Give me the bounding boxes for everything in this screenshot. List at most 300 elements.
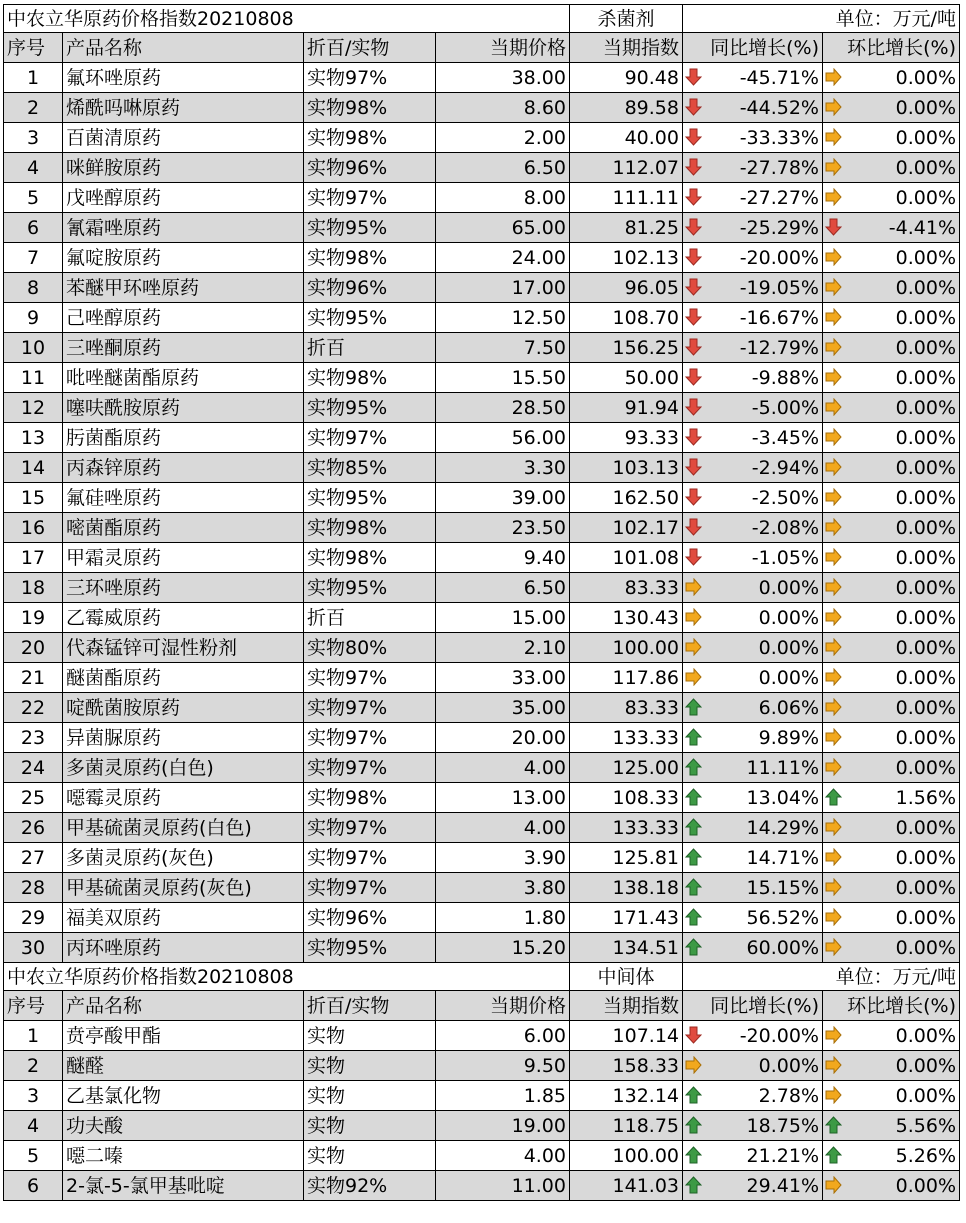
current-index: 50.00 [570,363,683,393]
mom-change [823,843,960,873]
current-index: 108.33 [570,783,683,813]
product-spec: 实物98% [304,93,436,123]
mom-change [823,513,960,543]
current-index: 156.25 [570,333,683,363]
yoy-change-value: -20.00% [739,1024,819,1047]
mom-change-value: 0.00% [895,546,956,569]
table-row [4,273,960,303]
table-row [4,543,960,573]
arrow-right-icon [825,158,842,176]
price-index-sheet [3,4,960,1201]
mom-change [823,153,960,183]
arrow-right-icon [825,1086,842,1104]
arrow-right-icon [825,248,842,266]
product-name: 氟环唑原药 [63,63,304,93]
row-number: 14 [4,453,63,483]
yoy-change [683,573,823,603]
current-price: 17.00 [436,273,570,303]
section-category: 杀菌剂 [570,5,683,33]
arrow-right-icon [685,1056,702,1074]
row-number: 28 [4,873,63,903]
yoy-change [683,93,823,123]
arrow-up-icon [685,1146,702,1164]
mom-change [823,333,960,363]
yoy-change-value: 56.52% [746,906,819,929]
current-index: 108.70 [570,303,683,333]
product-name: 氰霜唑原药 [63,213,304,243]
product-spec: 实物 [304,1111,436,1141]
product-name: 丙环唑原药 [63,933,304,963]
product-name: 烯酰吗啉原药 [63,93,304,123]
row-number: 10 [4,333,63,363]
product-spec: 实物96% [304,153,436,183]
current-index: 102.17 [570,513,683,543]
product-name: 醚醛 [63,1051,304,1081]
current-index: 158.33 [570,1051,683,1081]
current-price: 15.20 [436,933,570,963]
mom-change-value: 0.00% [895,66,956,89]
product-spec: 实物95% [304,303,436,333]
arrow-right-icon [825,518,842,536]
section-title-row [4,5,960,33]
mom-change [823,453,960,483]
row-number: 17 [4,543,63,573]
product-spec: 实物80% [304,633,436,663]
table-row [4,513,960,543]
column-header: 当期指数 [570,33,683,63]
yoy-change-value: -27.27% [739,186,819,209]
product-name: 异菌脲原药 [63,723,304,753]
yoy-change-value: -3.45% [751,426,819,449]
mom-change-value: 0.00% [895,666,956,689]
current-price: 3.80 [436,873,570,903]
yoy-change [683,1021,823,1051]
yoy-change [683,243,823,273]
yoy-change [683,783,823,813]
table-row [4,723,960,753]
arrow-up-icon [685,1116,702,1134]
product-name: 多菌灵原药(灰色) [63,843,304,873]
current-price: 7.50 [436,333,570,363]
section-title-row [4,963,960,991]
current-index: 125.00 [570,753,683,783]
product-name: 醚菌酯原药 [63,663,304,693]
mom-change [823,483,960,513]
row-number: 4 [4,153,63,183]
current-price: 3.30 [436,453,570,483]
mom-change [823,663,960,693]
current-price: 1.80 [436,903,570,933]
product-name: 噻呋酰胺原药 [63,393,304,423]
yoy-change-value: -27.78% [739,156,819,179]
product-spec: 实物 [304,1141,436,1171]
current-price: 13.00 [436,783,570,813]
current-price: 8.00 [436,183,570,213]
arrow-down-icon [825,218,842,236]
arrow-right-icon [825,698,842,716]
current-index: 118.75 [570,1111,683,1141]
arrow-right-icon [825,1026,842,1044]
arrow-right-icon [685,668,702,686]
current-index: 91.94 [570,393,683,423]
mom-change-value: 0.00% [895,456,956,479]
yoy-change-value: 0.00% [758,636,819,659]
arrow-right-icon [825,98,842,116]
arrow-up-icon [685,818,702,836]
current-price: 39.00 [436,483,570,513]
arrow-right-icon [825,128,842,146]
table-row [4,123,960,153]
row-number: 16 [4,513,63,543]
table-row [4,843,960,873]
table-row [4,183,960,213]
product-name: 甲霜灵原药 [63,543,304,573]
arrow-right-icon [825,278,842,296]
table-row [4,633,960,663]
mom-change [823,723,960,753]
row-number: 4 [4,1111,63,1141]
yoy-change-value: -44.52% [739,96,819,119]
table-row [4,213,960,243]
mom-change-value: 0.00% [895,876,956,899]
mom-change [823,303,960,333]
arrow-up-icon [685,1086,702,1104]
mom-change-value: 0.00% [895,606,956,629]
product-spec: 实物98% [304,513,436,543]
arrow-down-icon [685,338,702,356]
mom-change [823,363,960,393]
current-index: 141.03 [570,1171,683,1201]
column-header: 环比增长(%) [823,33,960,63]
yoy-change [683,483,823,513]
section-title: 中农立华原药价格指数20210808 [4,963,570,991]
arrow-right-icon [825,188,842,206]
product-spec: 实物98% [304,783,436,813]
yoy-change-value: 6.06% [758,696,819,719]
mom-change [823,813,960,843]
product-name: 丙森锌原药 [63,453,304,483]
row-number: 24 [4,753,63,783]
row-number: 3 [4,123,63,153]
yoy-change-value: 14.71% [746,846,819,869]
yoy-change [683,873,823,903]
row-number: 27 [4,843,63,873]
arrow-right-icon [825,548,842,566]
column-header: 折百/实物 [304,991,436,1021]
product-spec: 实物85% [304,453,436,483]
arrow-down-icon [685,188,702,206]
current-index: 96.05 [570,273,683,303]
mom-change-value: 0.00% [895,906,956,929]
arrow-right-icon [825,308,842,326]
yoy-change-value: 11.11% [746,756,819,779]
arrow-down-icon [685,428,702,446]
yoy-change-value: -5.00% [751,396,819,419]
row-number: 2 [4,93,63,123]
mom-change-value: 1.56% [895,786,956,809]
product-name: 甲基硫菌灵原药(白色) [63,813,304,843]
product-spec: 折百 [304,333,436,363]
current-index: 125.81 [570,843,683,873]
product-spec: 实物 [304,1051,436,1081]
arrow-right-icon [825,908,842,926]
current-price: 56.00 [436,423,570,453]
row-number: 8 [4,273,63,303]
product-spec: 折百 [304,603,436,633]
current-index: 117.86 [570,663,683,693]
yoy-change-value: -33.33% [739,126,819,149]
yoy-change-value: 29.41% [746,1174,819,1197]
mom-change-value: 5.56% [895,1114,956,1137]
current-price: 33.00 [436,663,570,693]
yoy-change-value: 0.00% [758,666,819,689]
mom-change-value: 5.26% [895,1144,956,1167]
arrow-right-icon [825,368,842,386]
arrow-down-icon [685,98,702,116]
mom-change [823,273,960,303]
current-index: 83.33 [570,573,683,603]
yoy-change-value: -20.00% [739,246,819,269]
mom-change-value: 0.00% [895,726,956,749]
current-index: 171.43 [570,903,683,933]
row-number: 26 [4,813,63,843]
table-row [4,303,960,333]
row-number: 5 [4,1141,63,1171]
row-number: 1 [4,63,63,93]
product-spec: 实物97% [304,693,436,723]
arrow-down-icon [685,278,702,296]
arrow-right-icon [825,728,842,746]
yoy-change [683,663,823,693]
yoy-change-value: 13.04% [746,786,819,809]
product-name: 甲基硫菌灵原药(灰色) [63,873,304,903]
product-spec: 实物97% [304,63,436,93]
product-spec: 实物 [304,1021,436,1051]
section-unit: 单位：万元/吨 [683,5,960,33]
current-price: 23.50 [436,513,570,543]
yoy-change [683,843,823,873]
arrow-right-icon [825,488,842,506]
current-price: 28.50 [436,393,570,423]
product-name: 己唑醇原药 [63,303,304,333]
row-number: 30 [4,933,63,963]
current-index: 90.48 [570,63,683,93]
mom-change [823,213,960,243]
current-price: 65.00 [436,213,570,243]
yoy-change-value: 14.29% [746,816,819,839]
yoy-change [683,1111,823,1141]
mom-change-value: 0.00% [895,96,956,119]
mom-change-value: 0.00% [895,816,956,839]
yoy-change-value: 0.00% [758,576,819,599]
table-row [4,693,960,723]
arrow-down-icon [685,128,702,146]
current-price: 4.00 [436,1141,570,1171]
table-row [4,603,960,633]
current-price: 9.40 [436,543,570,573]
product-spec: 实物98% [304,243,436,273]
column-header: 当期指数 [570,991,683,1021]
yoy-change-value: 18.75% [746,1114,819,1137]
mom-change [823,603,960,633]
current-price: 4.00 [436,813,570,843]
section-title: 中农立华原药价格指数20210808 [4,5,570,33]
product-name: 苯醚甲环唑原药 [63,273,304,303]
current-price: 1.85 [436,1081,570,1111]
mom-change [823,753,960,783]
column-header-row [4,33,960,63]
table-row [4,663,960,693]
current-price: 8.60 [436,93,570,123]
table-row [4,813,960,843]
yoy-change [683,1051,823,1081]
product-spec: 实物97% [304,723,436,753]
yoy-change-value: -25.29% [739,216,819,239]
current-index: 132.14 [570,1081,683,1111]
row-number: 2 [4,1051,63,1081]
mom-change [823,543,960,573]
yoy-change [683,333,823,363]
yoy-change-value: -1.05% [751,546,819,569]
yoy-change [683,213,823,243]
table-row [4,393,960,423]
product-name: 乙基氯化物 [63,1081,304,1111]
mom-change [823,1171,960,1201]
current-index: 111.11 [570,183,683,213]
yoy-change-value: 0.00% [758,606,819,629]
arrow-right-icon [825,1056,842,1074]
mom-change-value: 0.00% [895,696,956,719]
current-price: 24.00 [436,243,570,273]
arrow-right-icon [685,578,702,596]
current-index: 134.51 [570,933,683,963]
arrow-down-icon [685,218,702,236]
section-category: 中间体 [570,963,683,991]
yoy-change [683,453,823,483]
arrow-up-icon [685,758,702,776]
row-number: 7 [4,243,63,273]
mom-change [823,243,960,273]
yoy-change [683,363,823,393]
product-spec: 实物95% [304,483,436,513]
mom-change [823,423,960,453]
mom-change-value: 0.00% [895,276,956,299]
current-index: 100.00 [570,633,683,663]
arrow-down-icon [685,158,702,176]
product-name: 三唑酮原药 [63,333,304,363]
section-unit: 单位：万元/吨 [683,963,960,991]
product-spec: 实物96% [304,903,436,933]
arrow-down-icon [685,548,702,566]
yoy-change-value: -19.05% [739,276,819,299]
product-spec: 实物97% [304,183,436,213]
arrow-right-icon [825,1176,842,1194]
yoy-change-value: 9.89% [758,726,819,749]
yoy-change [683,153,823,183]
table-row [4,333,960,363]
column-header-row [4,991,960,1021]
arrow-right-icon [825,398,842,416]
row-number: 21 [4,663,63,693]
current-index: 100.00 [570,1141,683,1171]
mom-change-value: 0.00% [895,576,956,599]
arrow-up-icon [825,788,842,806]
yoy-change [683,1141,823,1171]
yoy-change [683,183,823,213]
mom-change-value: 0.00% [895,156,956,179]
yoy-change [683,123,823,153]
column-header: 当期价格 [436,33,570,63]
arrow-up-icon [685,908,702,926]
current-price: 12.50 [436,303,570,333]
yoy-change-value: 2.78% [758,1084,819,1107]
yoy-change [683,813,823,843]
table-row [4,783,960,813]
yoy-change [683,393,823,423]
yoy-change [683,1081,823,1111]
column-header: 产品名称 [63,991,304,1021]
current-price: 11.00 [436,1171,570,1201]
mom-change-value: 0.00% [895,426,956,449]
mom-change [823,183,960,213]
arrow-up-icon [685,938,702,956]
current-price: 15.50 [436,363,570,393]
arrow-down-icon [685,1026,702,1044]
mom-change-value: 0.00% [895,1084,956,1107]
mom-change-value: 0.00% [895,636,956,659]
mom-change [823,1081,960,1111]
arrow-right-icon [825,938,842,956]
row-number: 5 [4,183,63,213]
table-row [4,423,960,453]
yoy-change-value: -16.67% [739,306,819,329]
mom-change [823,783,960,813]
arrow-up-icon [685,728,702,746]
row-number: 19 [4,603,63,633]
yoy-change-value: 60.00% [746,936,819,959]
product-name: 代森锰锌可湿性粉剂 [63,633,304,663]
current-price: 35.00 [436,693,570,723]
arrow-down-icon [685,308,702,326]
current-price: 6.00 [436,1021,570,1051]
row-number: 6 [4,213,63,243]
table-row [4,573,960,603]
product-name: 戊唑醇原药 [63,183,304,213]
current-price: 19.00 [436,1111,570,1141]
current-price: 6.50 [436,573,570,603]
mom-change [823,123,960,153]
product-name: 噁霉灵原药 [63,783,304,813]
mom-change [823,93,960,123]
column-header: 产品名称 [63,33,304,63]
current-index: 83.33 [570,693,683,723]
arrow-down-icon [685,248,702,266]
arrow-right-icon [685,608,702,626]
current-index: 107.14 [570,1021,683,1051]
mom-change [823,393,960,423]
current-price: 6.50 [436,153,570,183]
yoy-change [683,933,823,963]
arrow-up-icon [685,788,702,806]
column-header: 折百/实物 [304,33,436,63]
yoy-change-value: -2.94% [751,456,819,479]
table-row [4,153,960,183]
mom-change-value: 0.00% [895,186,956,209]
mom-change-value: 0.00% [895,846,956,869]
yoy-change-value: 21.21% [746,1144,819,1167]
arrow-down-icon [685,488,702,506]
row-number: 23 [4,723,63,753]
